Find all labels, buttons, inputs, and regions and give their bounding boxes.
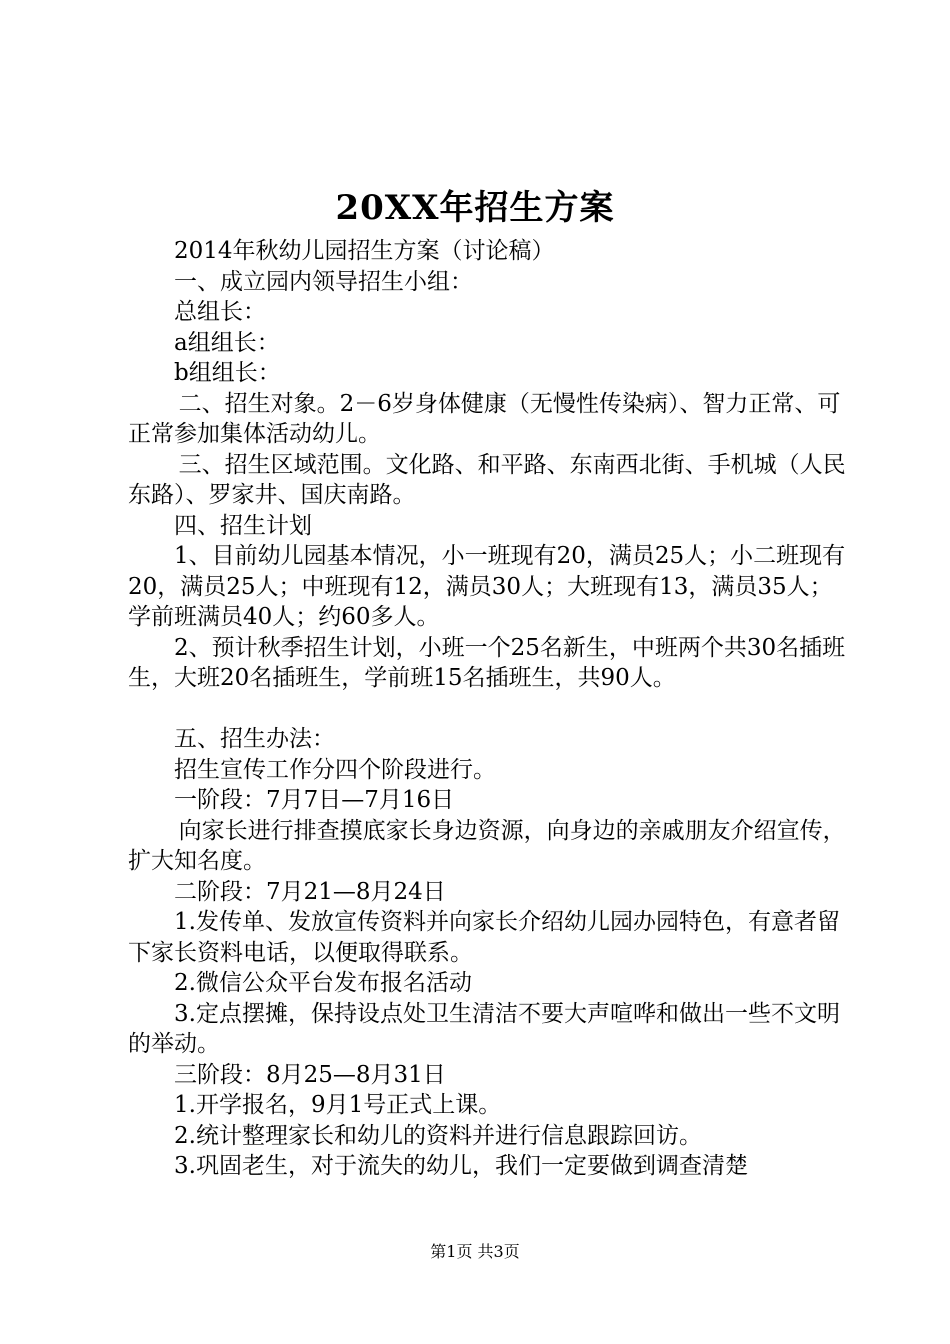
paragraph-group-a-leader: a组组长： bbox=[174, 329, 280, 356]
page-number-footer: 第1页 共3页 bbox=[430, 1242, 520, 1261]
paragraph-section-3: 三、招生区域范围。文化路、和平路、东南西北街、手机城（人民东路）、罗家井、国庆南路。 bbox=[128, 451, 846, 508]
paragraph-phase-2-item-2: 2.微信公众平台发布报名活动 bbox=[174, 970, 472, 996]
paragraph-phase-3-title: 三阶段：8月25—8月31日 bbox=[174, 1061, 446, 1088]
paragraph-section-4: 四、招生计划 bbox=[174, 512, 312, 539]
document-body bbox=[128, 236, 848, 1182]
paragraph-phase-1-title: 一阶段：7月7日—7月16日 bbox=[174, 787, 455, 813]
paragraph-chief-leader: 总组长： bbox=[174, 299, 266, 325]
paragraph-section-2: 二、招生对象。2－6岁身体健康（无慢性传染病）、智力正常、可正常参加集体活动幼儿。 bbox=[128, 390, 841, 447]
paragraph-phase-2-title: 二阶段：7月21—8月24日 bbox=[174, 878, 446, 905]
paragraph-section-5: 五、招生办法： bbox=[174, 726, 335, 752]
paragraph-plan-2: 2、预计秋季招生计划，小班一个25名新生，中班两个共30名插班生，大班20名插班生，学前班15名插班生，共90人。 bbox=[128, 634, 846, 691]
paragraph-spacer bbox=[128, 694, 848, 725]
paragraph-phase-3-item-2: 2.统计整理家长和幼儿的资料并进行信息跟踪回访。 bbox=[174, 1122, 702, 1149]
paragraph-phase-2-item-1: 1.发传单、发放宣传资料并向家长介绍幼儿园办园特色，有意者留下家长资料电话，以便取得联系。 bbox=[128, 909, 840, 966]
paragraph-plan-1: 1、目前幼儿园基本情况，小一班现有20，满员25人；小二班现有20，满员25人；中班现有12，满员30人；大班现有13，满员35人；学前班满员40人；约60多人。 bbox=[128, 543, 846, 630]
paragraph-phase-3-item-1: 1.开学报名，9月1号正式上课。 bbox=[174, 1092, 502, 1118]
paragraph-subtitle: 2014年秋幼儿园招生方案（讨论稿） bbox=[174, 238, 555, 264]
paragraph-phase-1-body: 向家长进行排查摸底家长身边资源，向身边的亲戚朋友介绍宣传，扩大知名度。 bbox=[128, 817, 846, 874]
paragraph-phases-intro: 招生宣传工作分四个阶段进行。 bbox=[174, 756, 496, 783]
paragraph-phase-2-item-3: 3.定点摆摊，保持设点处卫生清洁不要大声喧哗和做出一些不文明的举动。 bbox=[128, 1000, 840, 1057]
document-title: 20XX年招生方案 bbox=[335, 188, 615, 228]
paragraph-group-b-leader: b组组长： bbox=[174, 360, 281, 386]
paragraph-section-1: 一、成立园内领导招生小组： bbox=[174, 268, 473, 295]
paragraph-phase-3-item-3: 3.巩固老生，对于流失的幼儿，我们一定要做到调查清楚 bbox=[174, 1153, 748, 1179]
